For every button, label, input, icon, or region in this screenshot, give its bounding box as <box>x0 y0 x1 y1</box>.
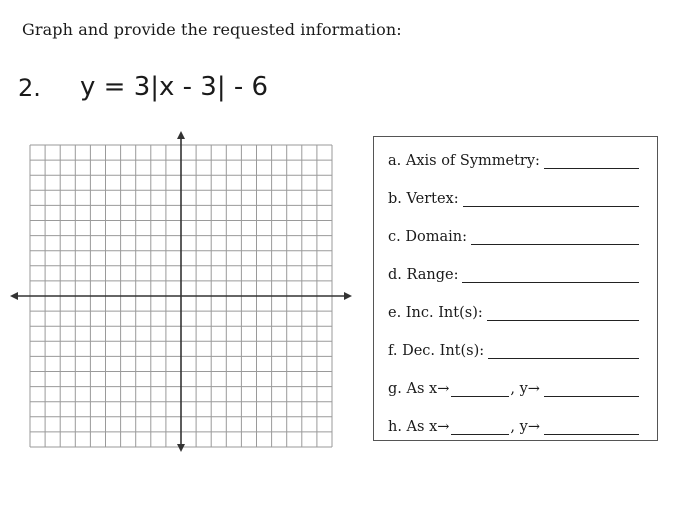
range-blank[interactable] <box>462 265 639 283</box>
arrow-left-icon <box>10 292 18 300</box>
end-behavior-h-y-label: , y→ <box>510 419 540 435</box>
info-box <box>373 136 658 441</box>
vertex-row <box>388 185 639 207</box>
axes <box>10 131 352 452</box>
range-label: d. Range: <box>388 267 459 283</box>
end-behavior-h-x-label: h. As x→ <box>388 419 450 435</box>
instructions: Graph and provide the requested information: <box>22 20 402 39</box>
problem-number: 2. <box>18 74 41 102</box>
end-behavior-g-x-blank[interactable] <box>451 379 509 397</box>
axis-of-symmetry-blank[interactable] <box>544 151 639 169</box>
end-behavior-h-y-blank[interactable] <box>544 417 639 435</box>
end-behavior-g-y-label: , y→ <box>510 381 540 397</box>
arrow-up-icon <box>177 131 185 139</box>
problem-equation: y = 3|x - 3| - 6 <box>80 72 269 102</box>
increasing-interval-row <box>388 299 639 321</box>
domain-row <box>388 223 639 245</box>
arrow-down-icon <box>177 444 185 452</box>
decreasing-interval-label: f. Dec. Int(s): <box>388 343 485 359</box>
end-behavior-h-row <box>388 413 639 435</box>
decreasing-interval-blank[interactable] <box>488 341 639 359</box>
arrow-right-icon <box>344 292 352 300</box>
range-row <box>388 261 639 283</box>
end-behavior-h-x-blank[interactable] <box>451 417 509 435</box>
end-behavior-g-row <box>388 375 639 397</box>
axis-of-symmetry-row <box>388 147 639 169</box>
vertex-label: b. Vertex: <box>388 191 459 207</box>
end-behavior-g-y-blank[interactable] <box>544 379 639 397</box>
vertex-blank[interactable] <box>463 189 639 207</box>
domain-label: c. Domain: <box>388 229 467 245</box>
domain-blank[interactable] <box>471 227 639 245</box>
decreasing-interval-row <box>388 337 639 359</box>
end-behavior-g-x-label: g. As x→ <box>388 381 450 397</box>
increasing-interval-blank[interactable] <box>487 303 639 321</box>
axis-of-symmetry-label: a. Axis of Symmetry: <box>388 153 540 169</box>
increasing-interval-label: e. Inc. Int(s): <box>388 305 483 321</box>
